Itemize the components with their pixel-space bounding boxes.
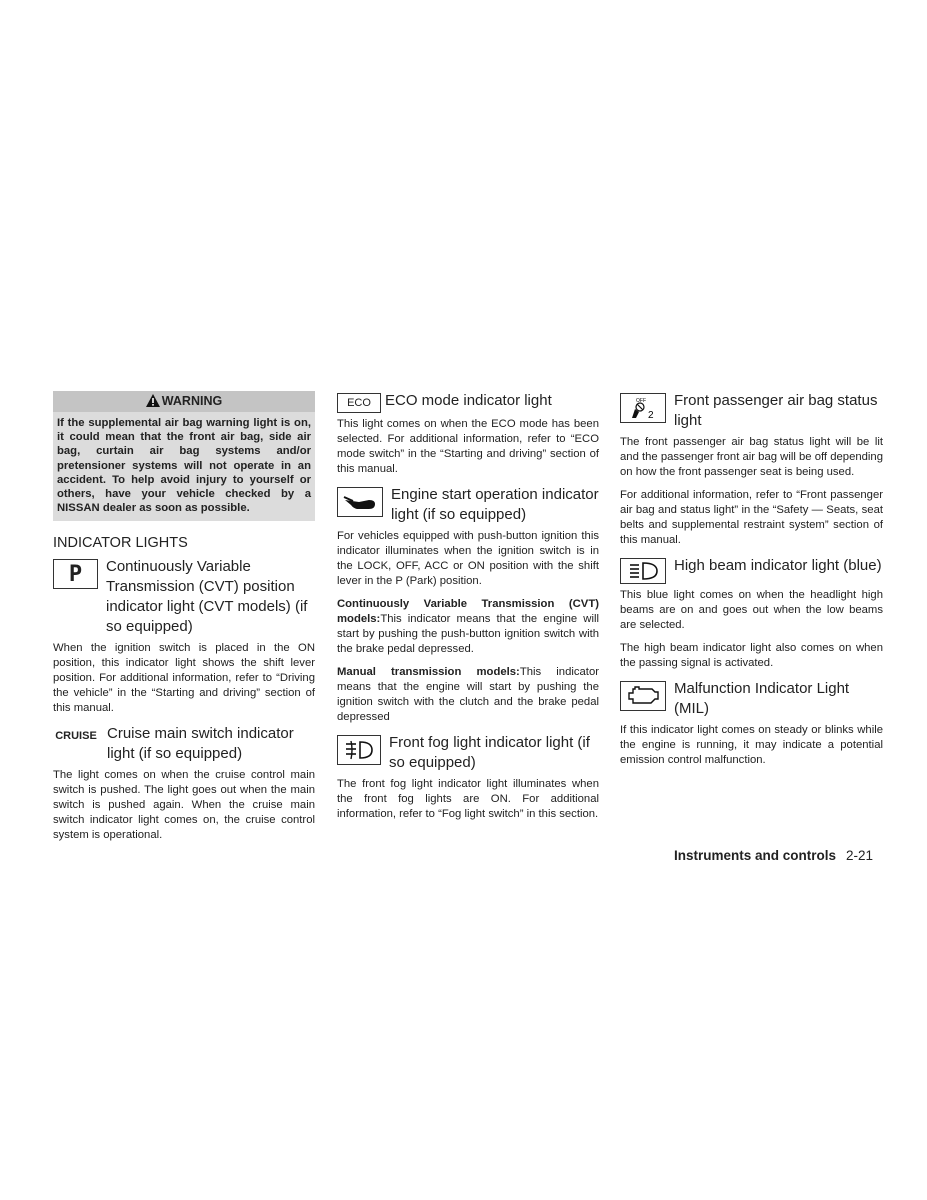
cruise-body: The light comes on when the cruise control main switch is pushed. The light goes out when the main switch is pushed again. When the cruise main switch indicator light comes on, the cruise control system is operational. — [53, 769, 315, 842]
engine-start-body: For vehicles equipped with push-button ignition this indicator illuminates when the ignition switch is in the LOCK, OFF, ACC or ON position with the shift lever in the P (Park) position. — [337, 530, 599, 587]
mil-title: Malfunction Indicator Light (MIL) — [674, 680, 850, 717]
footer-section: Instruments and controls — [674, 848, 837, 863]
fog-light-icon — [337, 735, 381, 765]
svg-text:2: 2 — [648, 410, 654, 420]
cvt-title: Continuously Variable Transmission (CVT) position indicator light (CVT models) (if so equipped) — [106, 558, 308, 636]
engine-start-indicator-heading — [337, 485, 599, 525]
fog-title: Front fog light indicator light (if so equipped) — [389, 734, 590, 771]
highbeam-title: High beam indicator light (blue) — [674, 557, 882, 574]
eco-icon: ECO — [337, 393, 381, 413]
eco-title: ECO mode indicator light — [385, 392, 552, 409]
cvt-body: When the ignition switch is placed in the ON position, this indicator light shows the shift lever position. For additional information, refer to “Driving the vehicle” in the “Starting and driving” section of this manual. — [53, 642, 315, 715]
eco-body: This light comes on when the ECO mode has been selected. For additional information, refer to “ECO mode switch” in the “Starting and driving” section of this manual. — [337, 418, 599, 475]
page-number: 2-21 — [846, 848, 874, 863]
column-2 — [337, 391, 599, 830]
mil-indicator-heading — [620, 679, 883, 719]
airbag-body-1: The front passenger air bag status light will be lit and the passenger front air bag will be off depending on how the front passenger seat is being used. — [620, 436, 883, 478]
cruise-title: Cruise main switch indicator light (if so equipped) — [107, 725, 294, 763]
passenger-airbag-off-icon — [620, 393, 666, 423]
airbag-off-text: OFF — [636, 398, 646, 404]
page-footer — [674, 848, 873, 863]
highbeam-indicator-heading — [620, 556, 883, 584]
highbeam-body-1: This blue light comes on when the headlight high beams are on and goes out when the low beams are selected. — [620, 589, 883, 631]
warning-box — [53, 391, 315, 521]
cvt-p-icon: P — [53, 559, 98, 589]
engine-start-title: Engine start operation indicator light (if so equipped) — [391, 486, 599, 523]
fog-indicator-heading — [337, 733, 599, 773]
high-beam-icon — [620, 558, 666, 584]
warning-triangle-icon — [146, 394, 160, 407]
column-3 — [620, 391, 883, 776]
cruise-indicator-heading — [53, 724, 315, 764]
airbag-indicator-heading — [620, 391, 883, 431]
engine-start-cvt: Continuously Variable Transmission (CVT) models:This indicator means that the engine will start by pushing the push-button ignition switch with the brake pedal depressed. — [337, 598, 599, 655]
cruise-icon: CRUISE — [53, 726, 99, 746]
fog-body: The front fog light indicator light illuminates when the front fog lights are ON. For additional information, refer to “Fog light switch” in this section. — [337, 778, 599, 820]
airbag-body-2: For additional information, refer to “Front passenger air bag and status light” in the “Safety — Seats, seat belts and supplemental restraint system” section of this manual. — [620, 489, 883, 546]
mil-body: If this indicator light comes on steady or blinks while the engine is running, it may indicate a potential emission control malfunction. — [620, 724, 883, 766]
warning-text: If the supplemental air bag warning light is on, it could mean that the front air bag, side air bag, curtain air bag systems and/or pretensioner systems will not operate in an accident. To help avoid injury to yourself or others, have your vehicle checked by a NISSAN dealer as soon as possible. — [57, 417, 311, 515]
section-title: INDICATOR LIGHTS — [53, 535, 188, 552]
eco-indicator-heading — [337, 391, 599, 413]
warning-heading: WARNING — [53, 391, 315, 412]
highbeam-body-2: The high beam indicator light also comes on when the passing signal is activated. — [620, 642, 883, 669]
airbag-title: Front passenger air bag status light — [674, 392, 878, 429]
cvt-indicator-heading — [53, 557, 315, 637]
hand-push-icon — [337, 487, 383, 517]
column-1 — [53, 391, 315, 851]
engine-check-icon — [620, 681, 666, 711]
engine-start-manual: Manual transmission models:This indicator means that the engine will start by pushing the ignition switch with the clutch and the brake pedal depressed — [337, 666, 599, 723]
